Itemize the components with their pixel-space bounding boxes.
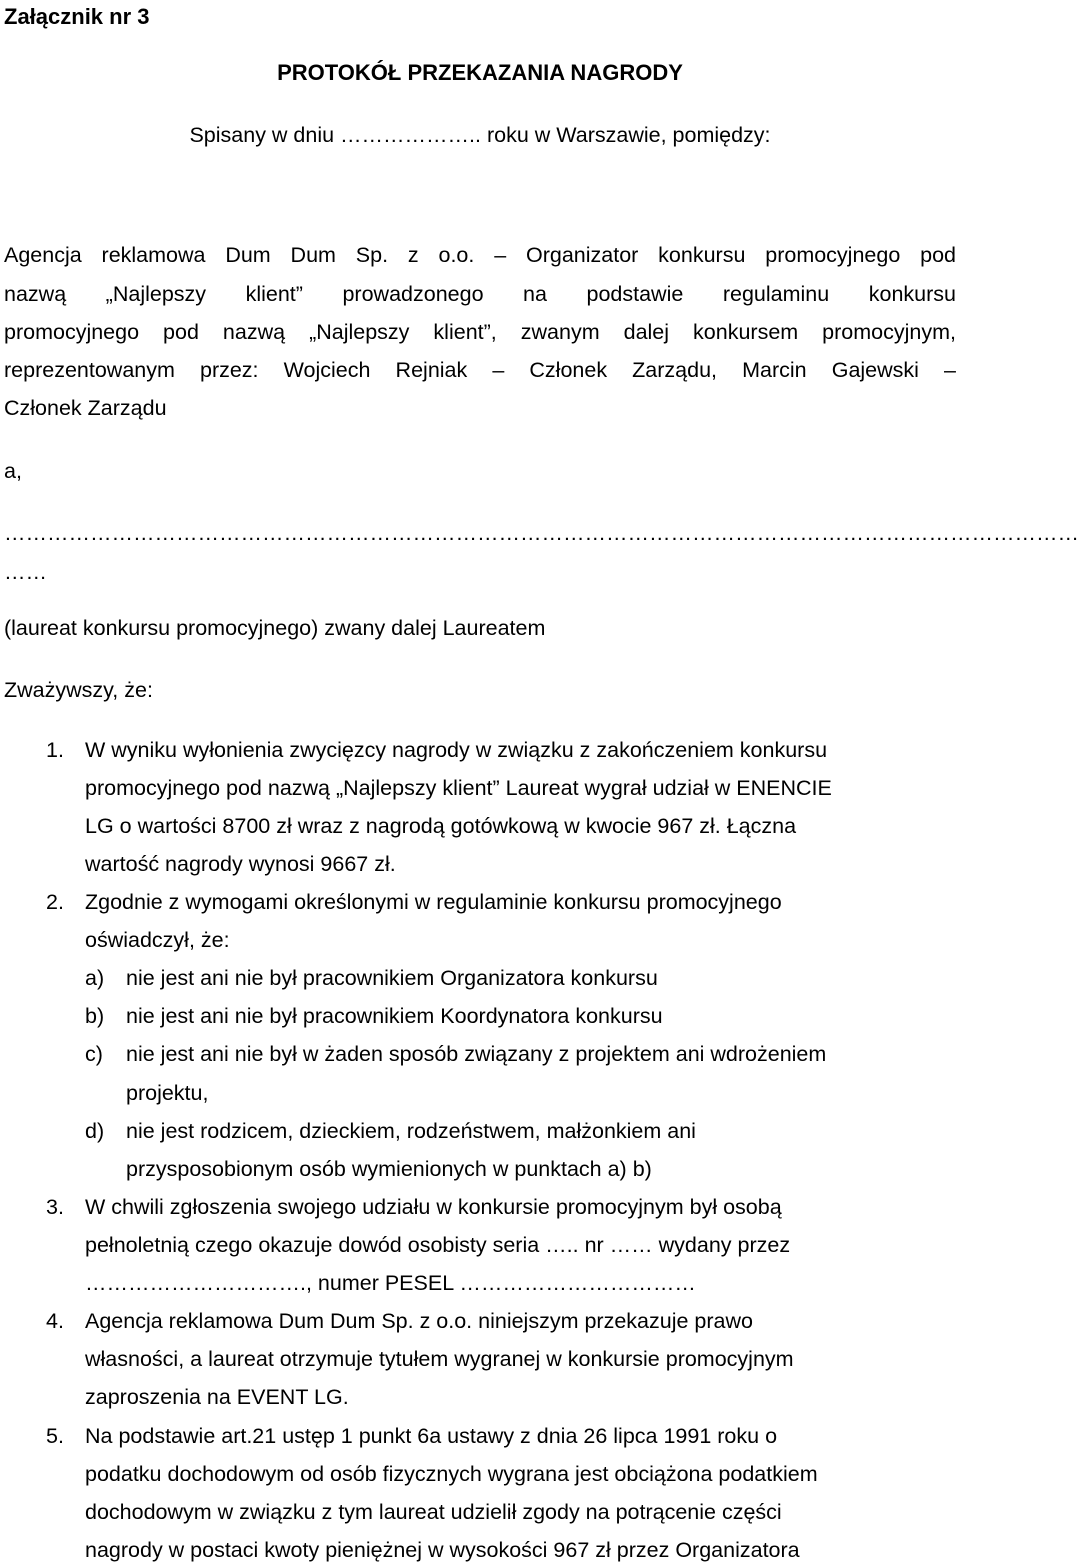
subitem-label: a) bbox=[85, 966, 105, 990]
subitem-label: b) bbox=[85, 1004, 105, 1028]
subitem-c-text: projektu, bbox=[126, 1081, 209, 1105]
item-number: 2. bbox=[46, 890, 64, 914]
document-title: PROTOKÓŁ PRZEKAZANIA NAGRODY bbox=[277, 60, 683, 85]
item-3-line: …………………………., numer PESEL …………………………… bbox=[85, 1271, 696, 1295]
whereas-heading: Zważywszy, że: bbox=[4, 678, 153, 702]
attachment-label: Załącznik nr 3 bbox=[4, 4, 150, 29]
item-2-line: oświadczył, że: bbox=[85, 928, 230, 952]
document-subtitle: Spisany w dniu ……………….. roku w Warszawie, pomiędzy: bbox=[189, 123, 771, 147]
item-5-line: nagrody w postaci kwoty pieniężnej w wysokości 967 zł przez Organizatora bbox=[85, 1538, 800, 1562]
subitem-label: c) bbox=[85, 1042, 103, 1066]
subitem-d-text: przysposobionym osób wymienionych w punktach a) b) bbox=[126, 1157, 652, 1181]
organizer-paragraph-line: Agencja reklamowa Dum Dum Sp. z o.o. – Organizator konkursu promocyjnego pod bbox=[4, 243, 956, 267]
item-4-line: Agencja reklamowa Dum Dum Sp. z o.o. niniejszym przekazuje prawo bbox=[85, 1309, 753, 1333]
subitem-d-text: nie jest rodzicem, dzieckiem, rodzeństwem, małżonkiem ani bbox=[126, 1119, 696, 1143]
subitem-label: d) bbox=[85, 1119, 105, 1143]
item-1-line: W wyniku wyłonienia zwycięzcy nagrody w związku z zakończeniem konkursu bbox=[85, 738, 828, 762]
and-text: a, bbox=[4, 459, 22, 483]
item-3-line: pełnoletnią czego okazuje dowód osobisty seria ….. nr …… wydany przez bbox=[85, 1233, 791, 1257]
item-number: 1. bbox=[46, 738, 64, 762]
laureate-description: (laureat konkursu promocyjnego) zwany dalej Laureatem bbox=[4, 616, 546, 640]
organizer-paragraph-line: promocyjnego pod nazwą „Najlepszy klient”, zwanym dalej konkursem promocyjnym, bbox=[4, 320, 956, 344]
item-1-line: promocyjnego pod nazwą „Najlepszy klient” Laureat wygrał udział w ENENCIE bbox=[85, 776, 832, 800]
item-3-line: W chwili zgłoszenia swojego udziału w konkursie promocyjnym był osobą bbox=[85, 1195, 782, 1219]
organizer-paragraph-line: reprezentowanym przez: Wojciech Rejniak – Członek Zarządu, Marcin Gajewski – bbox=[4, 358, 956, 382]
subitem-b-text: nie jest ani nie był pracownikiem Koordynatora konkursu bbox=[126, 1004, 663, 1028]
laureate-dots-line: …………………………………………………………………………………………………………………………………… bbox=[4, 521, 1079, 545]
item-number: 3. bbox=[46, 1195, 64, 1219]
item-1-line: LG o wartości 8700 zł wraz z nagrodą gotówkową w kwocie 967 zł. Łączna bbox=[85, 814, 797, 838]
item-number: 5. bbox=[46, 1424, 64, 1448]
item-2-line: Zgodnie z wymogami określonymi w regulaminie konkursu promocyjnego bbox=[85, 890, 782, 914]
subitem-a-text: nie jest ani nie był pracownikiem Organizatora konkursu bbox=[126, 966, 658, 990]
item-4-line: własności, a laureat otrzymuje tytułem wygranej w konkursie promocyjnym bbox=[85, 1347, 794, 1371]
item-number: 4. bbox=[46, 1309, 64, 1333]
item-5-line: podatku dochodowym od osób fizycznych wygrana jest obciążona podatkiem bbox=[85, 1462, 818, 1486]
item-4-line: zaproszenia na EVENT LG. bbox=[85, 1385, 349, 1409]
item-5-line: dochodowym w związku z tym laureat udzielił zgody na potrącenie części bbox=[85, 1500, 782, 1524]
item-1-line: wartość nagrody wynosi 9667 zł. bbox=[85, 852, 396, 876]
organizer-paragraph-line: nazwą „Najlepszy klient” prowadzonego na podstawie regulaminu konkursu bbox=[4, 282, 956, 306]
item-5-line: Na podstawie art.21 ustęp 1 punkt 6a ustawy z dnia 26 lipca 1991 roku o bbox=[85, 1424, 778, 1448]
laureate-dots-line: …… bbox=[4, 560, 47, 584]
organizer-paragraph-line: Członek Zarządu bbox=[4, 396, 167, 420]
subitem-c-text: nie jest ani nie był w żaden sposób związany z projektem ani wdrożeniem bbox=[126, 1042, 827, 1066]
